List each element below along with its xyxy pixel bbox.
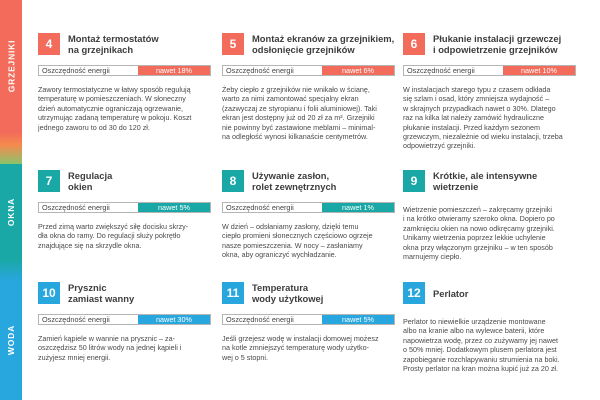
tip-description: Zawory termostatyczne w łatwy sposób regulują temperaturę w pomieszczeniach. W słoneczny dzień automatycznie ograniczają ogrzewanie, utrzymując zadaną temperaturę w pokoju. Koszt jednego zaworu to od 30 do 120 zł.	[38, 85, 192, 132]
tip-card-9	[403, 165, 576, 261]
tip-number: 7	[38, 170, 60, 192]
tip-card-11	[222, 277, 395, 362]
section-gradient-1	[0, 132, 22, 164]
savings-label: Oszczędność energii	[407, 66, 475, 75]
savings-label: Oszczędność energii	[42, 203, 110, 212]
savings-bar	[222, 314, 395, 325]
tip-description: Wietrzenie pomieszczeń – zakręcamy grzejniki i na krótko otwieramy szeroko okna. Dopiero po zamknięciu okien na nowo odkręcamy grzejniki. Unikamy wietrzenia poprzez lekkie uchylenie okna przy włączonym grzejniku – w ten sposób marnujemy ciepło.	[403, 205, 555, 262]
savings-bar	[222, 65, 395, 76]
tip-description: W instalacjach starego typu z czasem odkłada się szlam i osad, który zmniejsza wydajność – w skrajnych przypadkach nawet o 30%. Dlatego raz na kilka lat należy zamówić hydrauliczne płukanie instalacji. Przed każdym sezonem grzewczym, niezależnie od wieku instalacji, trzeba odpowietrzyć grzejniki.	[403, 85, 563, 151]
tip-description: W dzień – odsłaniamy zasłony, dzięki temu ciepło promieni słonecznych częściowo ogrzeje nasze pomieszczenia. W nocy – zasłaniamy okna, aby ograniczyć wychładzanie.	[222, 222, 373, 260]
section-tab-okna	[0, 164, 22, 260]
tip-number: 9	[403, 170, 425, 192]
savings-value: nawet 18%	[138, 66, 210, 75]
savings-bar	[38, 65, 211, 76]
tip-number: 6	[403, 33, 425, 55]
tip-card-4	[38, 28, 211, 132]
tip-number: 10	[38, 282, 60, 304]
section-tab-woda	[0, 280, 22, 400]
tip-card-7	[38, 165, 211, 250]
tip-title: Perlator	[433, 287, 469, 299]
savings-bar	[403, 65, 576, 76]
tip-card-10	[38, 277, 211, 362]
tip-description: Zamień kąpiele w wannie na prysznic – za- oszczędzisz 50 litrów wody na jednej kąpieli i zużyjesz mniej energii.	[38, 334, 182, 362]
tip-description: Żeby ciepło z grzejników nie wnikało w ścianę, warto za nimi zamontować specjalny ekran (zazwyczaj ze styropianu i folii aluminiowej). Taki ekran jest dostępny już od 20 zł za m². Grzejniki nie powinny być zastawione meblami – minimal- na odległość wynosi kilkanaście centymetrów.	[222, 85, 377, 142]
savings-value: nawet 6%	[322, 66, 394, 75]
tip-title: Montaż ekranów za grzejnikiem, odsłonięcie grzejników	[252, 33, 395, 55]
savings-label: Oszczędność energii	[42, 315, 110, 324]
savings-value: nawet 5%	[138, 203, 210, 212]
savings-value: nawet 1%	[322, 203, 394, 212]
tip-card-5	[222, 28, 395, 141]
tip-description: Jeśli grzejesz wodę w instalacji domowej możesz na kotle zmniejszyć temperaturę wody użytko- wej o 5 stopni.	[222, 334, 379, 362]
section-label-okna: OKNA	[6, 197, 17, 227]
savings-label: Oszczędność energii	[42, 66, 110, 75]
savings-label: Oszczędność energii	[226, 203, 294, 212]
tip-card-6	[403, 28, 576, 151]
savings-bar	[38, 202, 211, 213]
tip-title: Montaż termostatów na grzejnikach	[68, 33, 159, 55]
tip-card-8	[222, 165, 395, 260]
savings-value: nawet 5%	[322, 315, 394, 324]
tip-description: Perlator to niewielkie urządzenie montowane albo na kranie albo na wylewce baterii, które napowietrza wodę, przez co zużywamy jej nawet o 50% mniej. Dodatkowym plusem perlatora jest zapobieganie rozchlapywaniu strumienia na boki. Prosty perlator na kran można kupić już za 20 zł.	[403, 317, 560, 374]
section-tab-grzejniki	[0, 0, 22, 132]
tip-title: Płukanie instalacji grzewczej i odpowietrzenie grzejników	[433, 33, 562, 55]
savings-value: nawet 30%	[138, 315, 210, 324]
tip-title: Regulacja okien	[68, 170, 113, 192]
tip-title: Używanie zasłon, rolet zewnętrznych	[252, 170, 337, 192]
tip-number: 8	[222, 170, 244, 192]
tip-number: 4	[38, 33, 60, 55]
tip-title: Prysznic zamiast wanny	[68, 282, 135, 304]
savings-bar	[222, 202, 395, 213]
savings-label: Oszczędność energii	[226, 66, 294, 75]
savings-bar	[38, 314, 211, 325]
tip-description: Przed zimą warto zwiększyć siłę docisku skrzy- dła okna do ramy. Do regulacji służy pokrętło znajdujące się na skrzydle okna.	[38, 222, 189, 250]
tip-title: Krótkie, ale intensywne wietrzenie	[433, 170, 538, 192]
tip-number: 11	[222, 282, 244, 304]
tip-card-12	[403, 277, 576, 373]
section-label-grzejniki: GRZEJNIKI	[6, 39, 17, 93]
tip-title: Temperatura wody użytkowej	[252, 282, 324, 304]
tip-number: 12	[403, 282, 425, 304]
tip-number: 5	[222, 33, 244, 55]
section-label-woda: WODA	[6, 324, 16, 356]
savings-label: Oszczędność energii	[226, 315, 294, 324]
section-gradient-2	[0, 260, 22, 280]
savings-value: nawet 10%	[503, 66, 575, 75]
